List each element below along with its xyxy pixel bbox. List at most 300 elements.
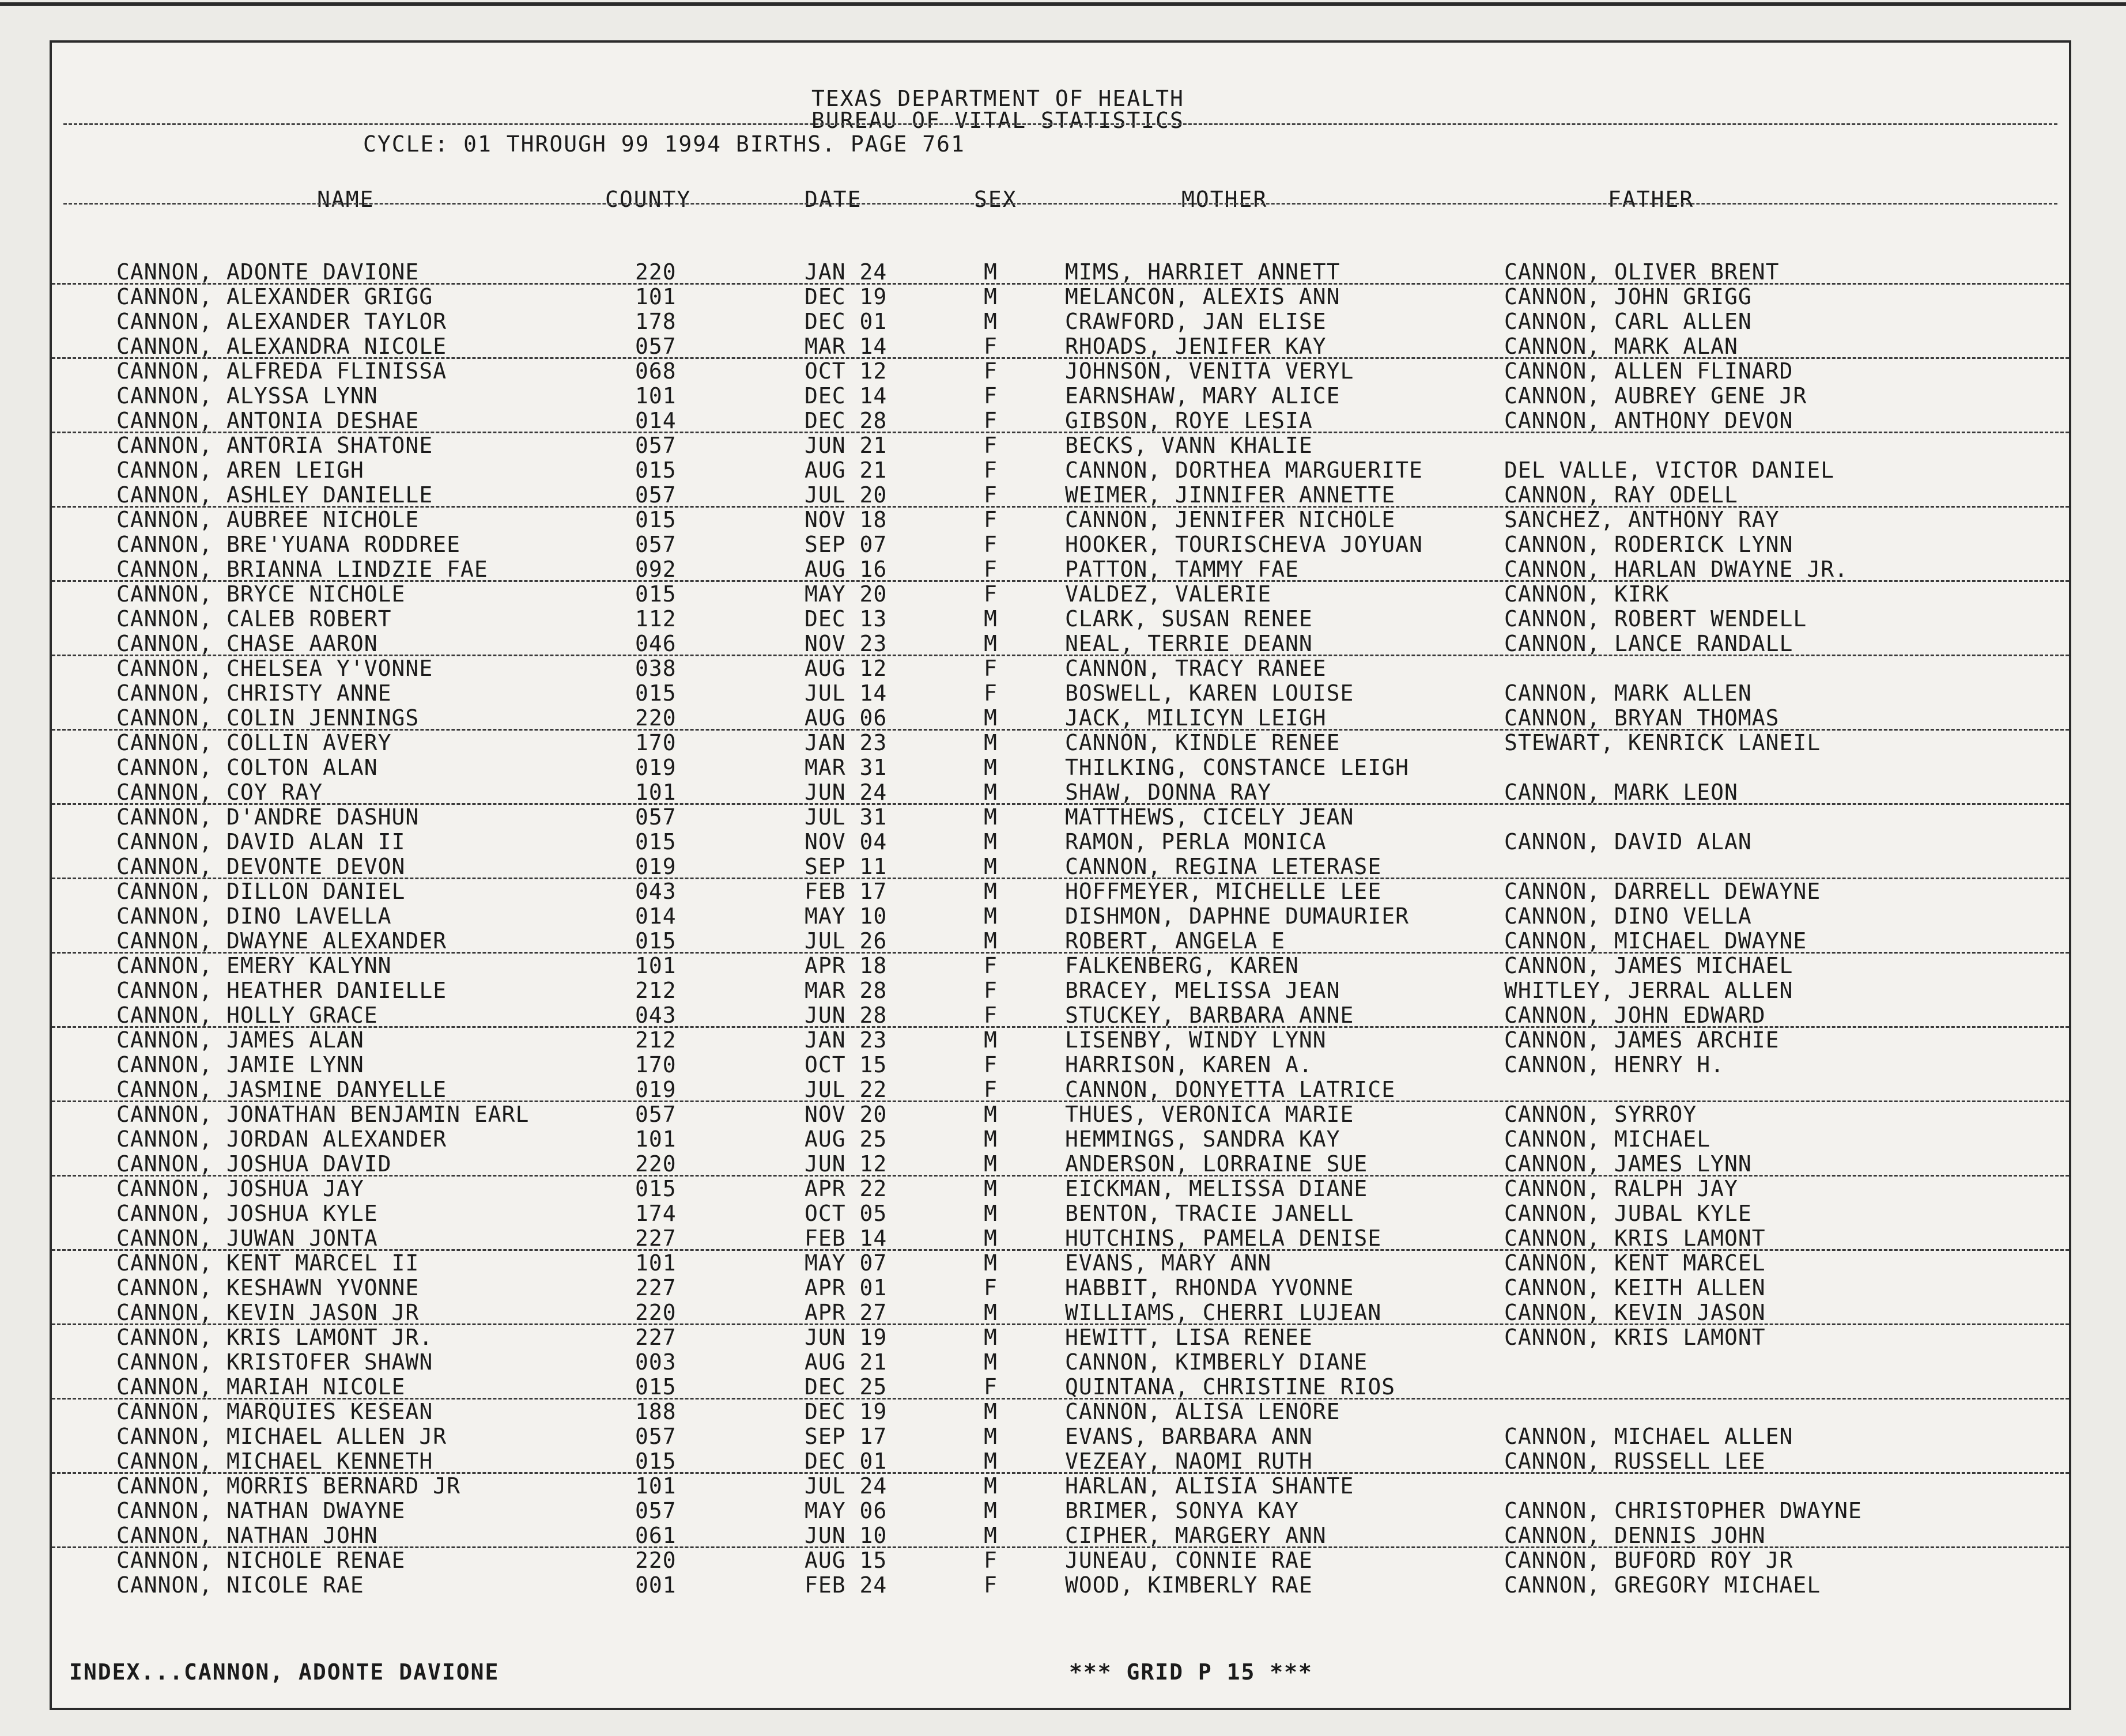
cell-father: CANNON, RALPH JAY bbox=[1504, 1176, 1738, 1201]
cell-father: CANNON, MICHAEL DWAYNE bbox=[1504, 928, 1807, 954]
cell-name: CANNON, BRE'YUANA RODDREE bbox=[116, 532, 460, 557]
table-row bbox=[52, 879, 2069, 904]
cell-name: CANNON, CHASE AARON bbox=[116, 631, 378, 656]
cell-county: 015 bbox=[635, 581, 677, 607]
table-row bbox=[52, 1350, 2069, 1375]
cell-father: CANNON, RUSSELL LEE bbox=[1504, 1448, 1766, 1474]
table-row bbox=[52, 334, 2069, 359]
table-row bbox=[52, 359, 2069, 384]
cell-mother: THUES, VERONICA MARIE bbox=[1065, 1102, 1354, 1127]
table-row bbox=[52, 631, 2069, 656]
cell-county: 015 bbox=[635, 829, 677, 854]
cell-name: CANNON, AREN LEIGH bbox=[116, 457, 364, 483]
cell-father: CANNON, GREGORY MICHAEL bbox=[1504, 1572, 1821, 1598]
cell-date: JUN 19 bbox=[805, 1325, 888, 1350]
cell-county: 015 bbox=[635, 1176, 677, 1201]
cell-mother: GIBSON, ROYE LESIA bbox=[1065, 408, 1313, 433]
cell-name: CANNON, DEVONTE DEVON bbox=[116, 854, 406, 879]
cell-mother: THILKING, CONSTANCE LEIGH bbox=[1065, 755, 1409, 780]
cell-date: DEC 28 bbox=[805, 408, 888, 433]
cell-father: CANNON, JOHN GRIGG bbox=[1504, 284, 1752, 309]
cell-name: CANNON, MARIAH NICOLE bbox=[116, 1374, 406, 1400]
table-row bbox=[52, 607, 2069, 631]
cell-mother: CANNON, DORTHEA MARGUERITE bbox=[1065, 457, 1423, 483]
table-row bbox=[52, 731, 2069, 755]
cell-date: SEP 07 bbox=[805, 532, 888, 557]
table-row bbox=[52, 1177, 2069, 1201]
table-row bbox=[52, 1127, 2069, 1152]
cell-father: WHITLEY, JERRAL ALLEN bbox=[1504, 978, 1793, 1003]
cell-mother: BENTON, TRACIE JANELL bbox=[1065, 1201, 1354, 1226]
cell-county: 170 bbox=[635, 1052, 677, 1077]
table-row bbox=[52, 483, 2069, 508]
header-rule bbox=[63, 123, 2057, 125]
cell-date: APR 18 bbox=[805, 953, 888, 978]
cell-mother: WEIMER, JINNIFER ANNETTE bbox=[1065, 482, 1396, 508]
table-row bbox=[52, 557, 2069, 582]
cell-mother: BRACEY, MELISSA JEAN bbox=[1065, 978, 1340, 1003]
cell-sex: M bbox=[984, 928, 998, 954]
cell-sex: F bbox=[984, 953, 998, 978]
cell-mother: HARLAN, ALISIA SHANTE bbox=[1065, 1473, 1354, 1499]
cell-date: OCT 12 bbox=[805, 358, 888, 384]
cell-date: FEB 14 bbox=[805, 1226, 888, 1251]
cell-mother: MIMS, HARRIET ANNETT bbox=[1065, 259, 1340, 285]
table-row bbox=[52, 805, 2069, 830]
cell-mother: EARNSHAW, MARY ALICE bbox=[1065, 383, 1340, 409]
cell-father: CANNON, LANCE RANDALL bbox=[1504, 631, 1793, 656]
cell-date: JAN 23 bbox=[805, 730, 888, 755]
cell-county: 057 bbox=[635, 532, 677, 557]
cell-mother: HOOKER, TOURISCHEVA JOYUAN bbox=[1065, 532, 1423, 557]
table-row bbox=[52, 954, 2069, 978]
cell-sex: F bbox=[984, 557, 998, 582]
table-row bbox=[52, 508, 2069, 532]
cell-name: CANNON, KRIS LAMONT JR. bbox=[116, 1325, 433, 1350]
cell-county: 092 bbox=[635, 557, 677, 582]
cell-county: 220 bbox=[635, 259, 677, 285]
table-row bbox=[52, 1276, 2069, 1300]
cell-father: CANNON, MICHAEL bbox=[1504, 1126, 1711, 1152]
table-row bbox=[52, 1251, 2069, 1276]
cell-date: JUL 26 bbox=[805, 928, 888, 954]
cell-name: CANNON, EMERY KALYNN bbox=[116, 953, 392, 978]
cell-county: 015 bbox=[635, 1374, 677, 1400]
cell-mother: HEMMINGS, SANDRA KAY bbox=[1065, 1126, 1340, 1152]
table-row bbox=[52, 1375, 2069, 1400]
cell-date: JUL 22 bbox=[805, 1077, 888, 1102]
column-header-date: DATE bbox=[805, 187, 862, 212]
cell-sex: F bbox=[984, 656, 998, 681]
table-row bbox=[52, 1449, 2069, 1474]
cell-mother: LISENBY, WINDY LYNN bbox=[1065, 1027, 1327, 1053]
table-row bbox=[52, 904, 2069, 929]
cell-name: CANNON, ALYSSA LYNN bbox=[116, 383, 378, 409]
cell-county: 057 bbox=[635, 804, 677, 830]
cell-father: CANNON, CHRISTOPHER DWAYNE bbox=[1504, 1498, 1862, 1523]
cell-mother: WILLIAMS, CHERRI LUJEAN bbox=[1065, 1300, 1382, 1325]
cell-county: 038 bbox=[635, 656, 677, 681]
cell-mother: BRIMER, SONYA KAY bbox=[1065, 1498, 1299, 1523]
cell-father: DEL VALLE, VICTOR DANIEL bbox=[1504, 457, 1835, 483]
cell-father: CANNON, ANTHONY DEVON bbox=[1504, 408, 1793, 433]
cell-name: CANNON, JAMIE LYNN bbox=[116, 1052, 364, 1077]
cell-date: OCT 15 bbox=[805, 1052, 888, 1077]
cell-sex: M bbox=[984, 780, 998, 805]
cell-date: JUN 28 bbox=[805, 1003, 888, 1028]
cell-county: 043 bbox=[635, 1003, 677, 1028]
cell-mother: CRAWFORD, JAN ELISE bbox=[1065, 309, 1327, 334]
cell-father: CANNON, JUBAL KYLE bbox=[1504, 1201, 1752, 1226]
table-row bbox=[52, 384, 2069, 409]
cell-county: 001 bbox=[635, 1572, 677, 1598]
cell-mother: MELANCON, ALEXIS ANN bbox=[1065, 284, 1340, 309]
cell-date: JUN 24 bbox=[805, 780, 888, 805]
cell-name: CANNON, ALFREDA FLINISSA bbox=[116, 358, 447, 384]
cell-county: 015 bbox=[635, 507, 677, 532]
cell-name: CANNON, ANTORIA SHATONE bbox=[116, 433, 433, 458]
cell-name: CANNON, MARQUIES KESEAN bbox=[116, 1399, 433, 1424]
cell-date: NOV 04 bbox=[805, 829, 888, 854]
table-row bbox=[52, 1028, 2069, 1053]
cell-date: JUL 31 bbox=[805, 804, 888, 830]
cell-name: CANNON, JUWAN JONTA bbox=[116, 1226, 378, 1251]
table-row bbox=[52, 260, 2069, 285]
cell-sex: M bbox=[984, 854, 998, 879]
cell-county: 014 bbox=[635, 408, 677, 433]
cell-name: CANNON, JAMES ALAN bbox=[116, 1027, 364, 1053]
cell-name: CANNON, D'ANDRE DASHUN bbox=[116, 804, 420, 830]
cell-county: 227 bbox=[635, 1275, 677, 1300]
cell-date: DEC 14 bbox=[805, 383, 888, 409]
cell-county: 019 bbox=[635, 854, 677, 879]
cell-date: AUG 06 bbox=[805, 705, 888, 731]
column-header-sex: SEX bbox=[974, 187, 1017, 212]
table-row bbox=[52, 1548, 2069, 1573]
cell-county: 188 bbox=[635, 1399, 677, 1424]
cell-name: CANNON, JORDAN ALEXANDER bbox=[116, 1126, 447, 1152]
table-row bbox=[52, 433, 2069, 458]
cell-sex: M bbox=[984, 804, 998, 830]
cell-mother: EVANS, MARY ANN bbox=[1065, 1250, 1272, 1276]
cell-date: AUG 21 bbox=[805, 1349, 888, 1375]
cell-name: CANNON, HOLLY GRACE bbox=[116, 1003, 378, 1028]
cell-father: CANNON, DENNIS JOHN bbox=[1504, 1523, 1766, 1548]
cell-sex: M bbox=[984, 1498, 998, 1523]
cell-sex: F bbox=[984, 1374, 998, 1400]
cell-father: CANNON, HARLAN DWAYNE JR. bbox=[1504, 557, 1848, 582]
table-row bbox=[52, 656, 2069, 681]
table-row bbox=[52, 755, 2069, 780]
cell-name: CANNON, AUBREE NICHOLE bbox=[116, 507, 420, 532]
cell-father: CANNON, KEITH ALLEN bbox=[1504, 1275, 1766, 1300]
column-header-county: COUNTY bbox=[605, 187, 692, 212]
cell-mother: ANDERSON, LORRAINE SUE bbox=[1065, 1151, 1368, 1177]
cell-father: CANNON, DAVID ALAN bbox=[1504, 829, 1752, 854]
cell-sex: M bbox=[984, 631, 998, 656]
cell-county: 057 bbox=[635, 334, 677, 359]
cell-date: APR 01 bbox=[805, 1275, 888, 1300]
table-row bbox=[52, 830, 2069, 854]
cell-sex: M bbox=[984, 1325, 998, 1350]
cell-mother: STUCKEY, BARBARA ANNE bbox=[1065, 1003, 1354, 1028]
cell-mother: CLARK, SUSAN RENEE bbox=[1065, 606, 1313, 631]
cell-name: CANNON, JOSHUA DAVID bbox=[116, 1151, 392, 1177]
cell-county: 057 bbox=[635, 482, 677, 508]
cell-sex: M bbox=[984, 903, 998, 929]
cell-father: CANNON, DINO VELLA bbox=[1504, 903, 1752, 929]
cell-date: JUN 12 bbox=[805, 1151, 888, 1177]
cell-mother: CANNON, JENNIFER NICHOLE bbox=[1065, 507, 1396, 532]
cell-date: APR 22 bbox=[805, 1176, 888, 1201]
table-row bbox=[52, 532, 2069, 557]
cell-county: 220 bbox=[635, 705, 677, 731]
table-row bbox=[52, 681, 2069, 706]
cell-sex: F bbox=[984, 433, 998, 458]
cell-county: 112 bbox=[635, 606, 677, 631]
cell-mother: RAMON, PERLA MONICA bbox=[1065, 829, 1327, 854]
cell-father: CANNON, SYRROY bbox=[1504, 1102, 1697, 1127]
cell-date: NOV 23 bbox=[805, 631, 888, 656]
cell-sex: F bbox=[984, 680, 998, 706]
cell-name: CANNON, ADONTE DAVIONE bbox=[116, 259, 420, 285]
cell-name: CANNON, KRISTOFER SHAWN bbox=[116, 1349, 433, 1375]
cell-mother: EVANS, BARBARA ANN bbox=[1065, 1424, 1313, 1449]
cell-sex: F bbox=[984, 1077, 998, 1102]
cell-sex: F bbox=[984, 1052, 998, 1077]
cell-name: CANNON, JASMINE DANYELLE bbox=[116, 1077, 447, 1102]
cell-date: MAY 10 bbox=[805, 903, 888, 929]
table-row bbox=[52, 1053, 2069, 1077]
cell-mother: ROBERT, ANGELA E bbox=[1065, 928, 1286, 954]
cycle-line: CYCLE: 01 THROUGH 99 1994 BIRTHS. PAGE 761 bbox=[363, 131, 965, 157]
table-row bbox=[52, 1226, 2069, 1251]
department-title: TEXAS DEPARTMENT OF HEALTH bbox=[811, 86, 1184, 111]
cell-father: CANNON, KRIS LAMONT bbox=[1504, 1226, 1766, 1251]
cell-mother: EICKMAN, MELISSA DIANE bbox=[1065, 1176, 1368, 1201]
cell-name: CANNON, NICHOLE RENAE bbox=[116, 1548, 406, 1573]
cell-mother: WOOD, KIMBERLY RAE bbox=[1065, 1572, 1313, 1598]
bureau-title: BUREAU OF VITAL STATISTICS bbox=[811, 108, 1184, 133]
cell-county: 015 bbox=[635, 680, 677, 706]
cell-county: 019 bbox=[635, 1077, 677, 1102]
cell-mother: PATTON, TAMMY FAE bbox=[1065, 557, 1299, 582]
cell-father: CANNON, JAMES LYNN bbox=[1504, 1151, 1752, 1177]
cell-name: CANNON, JOSHUA JAY bbox=[116, 1176, 364, 1201]
cell-name: CANNON, HEATHER DANIELLE bbox=[116, 978, 447, 1003]
cell-sex: F bbox=[984, 1572, 998, 1598]
cell-date: JUL 14 bbox=[805, 680, 888, 706]
cell-name: CANNON, COLLIN AVERY bbox=[116, 730, 392, 755]
cell-mother: HUTCHINS, PAMELA DENISE bbox=[1065, 1226, 1382, 1251]
cell-name: CANNON, DILLON DANIEL bbox=[116, 879, 406, 904]
cell-date: AUG 25 bbox=[805, 1126, 888, 1152]
cell-name: CANNON, NICOLE RAE bbox=[116, 1572, 364, 1598]
cell-father: CANNON, DARRELL DEWAYNE bbox=[1504, 879, 1821, 904]
cell-sex: F bbox=[984, 334, 998, 359]
cell-sex: M bbox=[984, 829, 998, 854]
cell-father: CANNON, MARK ALLEN bbox=[1504, 680, 1752, 706]
cell-sex: F bbox=[984, 581, 998, 607]
table-row bbox=[52, 1152, 2069, 1177]
cell-county: 212 bbox=[635, 1027, 677, 1053]
cell-county: 015 bbox=[635, 1448, 677, 1474]
cell-father: CANNON, BRYAN THOMAS bbox=[1504, 705, 1780, 731]
cell-sex: F bbox=[984, 482, 998, 508]
cell-county: 003 bbox=[635, 1349, 677, 1375]
table-row bbox=[52, 1325, 2069, 1350]
cell-sex: M bbox=[984, 1126, 998, 1152]
index-footer: INDEX...CANNON, ADONTE DAVIONE bbox=[69, 1659, 500, 1685]
cell-mother: HARRISON, KAREN A. bbox=[1065, 1052, 1313, 1077]
cell-father: CANNON, MICHAEL ALLEN bbox=[1504, 1424, 1793, 1449]
cell-date: SEP 11 bbox=[805, 854, 888, 879]
top-border bbox=[0, 2, 2126, 6]
cell-county: 212 bbox=[635, 978, 677, 1003]
table-row bbox=[52, 1003, 2069, 1028]
cell-date: AUG 12 bbox=[805, 656, 888, 681]
table-row bbox=[52, 1300, 2069, 1325]
cell-mother: CANNON, KIMBERLY DIANE bbox=[1065, 1349, 1368, 1375]
table-row bbox=[52, 1077, 2069, 1102]
cell-name: CANNON, MICHAEL KENNETH bbox=[116, 1448, 433, 1474]
cell-date: AUG 21 bbox=[805, 457, 888, 483]
cell-county: 101 bbox=[635, 1126, 677, 1152]
cell-sex: F bbox=[984, 978, 998, 1003]
cell-name: CANNON, DWAYNE ALEXANDER bbox=[116, 928, 447, 954]
table-row bbox=[52, 285, 2069, 309]
table-row bbox=[52, 1523, 2069, 1548]
cell-name: CANNON, KENT MARCEL II bbox=[116, 1250, 420, 1276]
cell-name: CANNON, ALEXANDRA NICOLE bbox=[116, 334, 447, 359]
cell-date: AUG 16 bbox=[805, 557, 888, 582]
cell-name: CANNON, JONATHAN BENJAMIN EARL bbox=[116, 1102, 530, 1127]
printout-frame bbox=[50, 40, 2071, 1710]
cell-name: CANNON, ALEXANDER GRIGG bbox=[116, 284, 433, 309]
cell-sex: M bbox=[984, 1151, 998, 1177]
table-row bbox=[52, 1474, 2069, 1499]
cell-mother: FALKENBERG, KAREN bbox=[1065, 953, 1299, 978]
cell-sex: M bbox=[984, 606, 998, 631]
cell-name: CANNON, COY RAY bbox=[116, 780, 323, 805]
cell-sex: F bbox=[984, 383, 998, 409]
cell-mother: HABBIT, RHONDA YVONNE bbox=[1065, 1275, 1354, 1300]
cell-father: SANCHEZ, ANTHONY RAY bbox=[1504, 507, 1780, 532]
cell-date: JAN 24 bbox=[805, 259, 888, 285]
cell-father: CANNON, KENT MARCEL bbox=[1504, 1250, 1766, 1276]
cell-father: CANNON, RODERICK LYNN bbox=[1504, 532, 1793, 557]
column-header-name: NAME bbox=[317, 187, 375, 212]
cell-mother: SHAW, DONNA RAY bbox=[1065, 780, 1272, 805]
cell-name: CANNON, BRYCE NICHOLE bbox=[116, 581, 406, 607]
cell-name: CANNON, JOSHUA KYLE bbox=[116, 1201, 378, 1226]
cell-mother: BOSWELL, KAREN LOUISE bbox=[1065, 680, 1354, 706]
cell-county: 014 bbox=[635, 903, 677, 929]
cell-sex: M bbox=[984, 259, 998, 285]
cell-name: CANNON, DAVID ALAN II bbox=[116, 829, 406, 854]
cell-county: 101 bbox=[635, 780, 677, 805]
table-row bbox=[52, 458, 2069, 483]
cell-mother: VALDEZ, VALERIE bbox=[1065, 581, 1272, 607]
cell-sex: M bbox=[984, 1300, 998, 1325]
cell-mother: CANNON, ALISA LENORE bbox=[1065, 1399, 1340, 1424]
cell-date: JUN 21 bbox=[805, 433, 888, 458]
cell-father: CANNON, ROBERT WENDELL bbox=[1504, 606, 1807, 631]
column-header-rule bbox=[63, 203, 2057, 205]
cell-sex: M bbox=[984, 309, 998, 334]
cell-county: 178 bbox=[635, 309, 677, 334]
table-row bbox=[52, 1400, 2069, 1424]
cell-father: CANNON, KIRK bbox=[1504, 581, 1670, 607]
cell-date: DEC 01 bbox=[805, 309, 888, 334]
table-row bbox=[52, 706, 2069, 731]
cell-county: 227 bbox=[635, 1226, 677, 1251]
cell-father: STEWART, KENRICK LANEIL bbox=[1504, 730, 1821, 755]
cell-name: CANNON, COLIN JENNINGS bbox=[116, 705, 420, 731]
cell-county: 101 bbox=[635, 1250, 677, 1276]
table-row bbox=[52, 929, 2069, 954]
cell-sex: F bbox=[984, 1548, 998, 1573]
table-row bbox=[52, 1573, 2069, 1598]
cell-mother: VEZEAY, NAOMI RUTH bbox=[1065, 1448, 1313, 1474]
cell-sex: M bbox=[984, 755, 998, 780]
cell-father: CANNON, HENRY H. bbox=[1504, 1052, 1725, 1077]
cell-name: CANNON, BRIANNA LINDZIE FAE bbox=[116, 557, 488, 582]
cell-mother: NEAL, TERRIE DEANN bbox=[1065, 631, 1313, 656]
cell-sex: M bbox=[984, 1349, 998, 1375]
cell-county: 220 bbox=[635, 1300, 677, 1325]
cell-name: CANNON, ANTONIA DESHAE bbox=[116, 408, 420, 433]
cell-mother: CIPHER, MARGERY ANN bbox=[1065, 1523, 1327, 1548]
cell-sex: M bbox=[984, 1399, 998, 1424]
cell-county: 101 bbox=[635, 383, 677, 409]
cell-sex: F bbox=[984, 507, 998, 532]
cell-date: DEC 19 bbox=[805, 1399, 888, 1424]
cell-county: 220 bbox=[635, 1548, 677, 1573]
cell-county: 101 bbox=[635, 284, 677, 309]
cell-sex: F bbox=[984, 1003, 998, 1028]
cell-mother: QUINTANA, CHRISTINE RIOS bbox=[1065, 1374, 1396, 1400]
cell-name: CANNON, COLTON ALAN bbox=[116, 755, 378, 780]
cell-mother: RHOADS, JENIFER KAY bbox=[1065, 334, 1327, 359]
cell-name: CANNON, MORRIS BERNARD JR bbox=[116, 1473, 460, 1499]
column-header-mother: MOTHER bbox=[1181, 187, 1268, 212]
cell-date: MAR 14 bbox=[805, 334, 888, 359]
cell-date: OCT 05 bbox=[805, 1201, 888, 1226]
cell-date: JUL 20 bbox=[805, 482, 888, 508]
cell-county: 068 bbox=[635, 358, 677, 384]
table-row bbox=[52, 309, 2069, 334]
cell-county: 046 bbox=[635, 631, 677, 656]
cell-date: FEB 24 bbox=[805, 1572, 888, 1598]
cell-county: 015 bbox=[635, 457, 677, 483]
cell-sex: M bbox=[984, 1448, 998, 1474]
cell-sex: M bbox=[984, 1176, 998, 1201]
cell-mother: HEWITT, LISA RENEE bbox=[1065, 1325, 1313, 1350]
cell-mother: JOHNSON, VENITA VERYL bbox=[1065, 358, 1354, 384]
cell-sex: M bbox=[984, 284, 998, 309]
table-row bbox=[52, 1102, 2069, 1127]
table-row bbox=[52, 1424, 2069, 1449]
cell-father: CANNON, CARL ALLEN bbox=[1504, 309, 1752, 334]
cell-sex: F bbox=[984, 1275, 998, 1300]
cell-sex: F bbox=[984, 457, 998, 483]
cell-date: SEP 17 bbox=[805, 1424, 888, 1449]
grid-footer: *** GRID P 15 *** bbox=[1069, 1659, 1313, 1685]
cell-father: CANNON, BUFORD ROY JR bbox=[1504, 1548, 1793, 1573]
table-row bbox=[52, 582, 2069, 607]
cell-date: DEC 13 bbox=[805, 606, 888, 631]
